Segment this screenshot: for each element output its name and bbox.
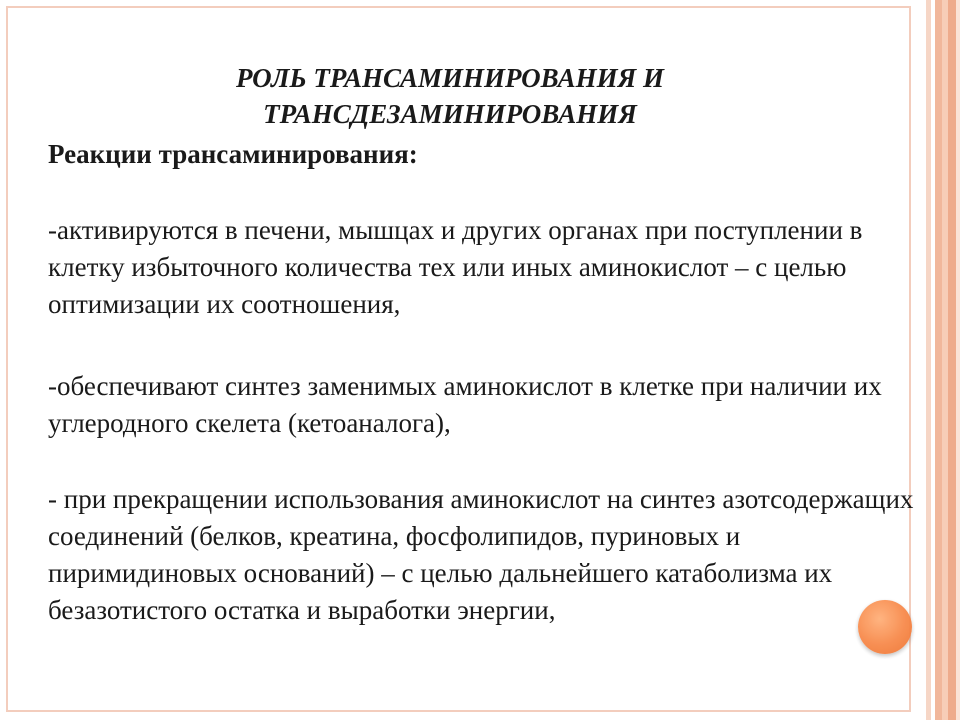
decorative-side-stripes: [926, 0, 960, 720]
stripe-3: [935, 0, 942, 720]
slide-title: РОЛЬ ТРАНСАМИНИРОВАНИЯ И ТРАНСДЕЗАМИНИРОВАНИЯ: [236, 63, 664, 129]
stripe-6: [956, 0, 960, 720]
bullet-paragraph-2: -обеспечивают синтез заменимых аминокислот в клетке при наличии их углеродного скелета (кетоаналога),: [48, 371, 882, 438]
slide-subtitle: Реакции трансаминирования:: [48, 139, 418, 169]
decorative-orange-circle: [858, 600, 912, 654]
bullet-paragraph-3: - при прекращении использования аминокислот на синтез азотсодержащих соединений (белков, креатина, фосфолипидов, пуриновых и пиримидиновых оснований) – с целью дальнейшего катаболизма их безазотистого остатка и выработки энергии,: [48, 484, 914, 625]
bullet-paragraph-1: -активируются в печени, мышцах и других органах при поступлении в клетку избыточного количества тех или иных аминокислот – с целью оптимизации их соотношения,: [48, 215, 863, 319]
stripe-5: [948, 0, 956, 720]
